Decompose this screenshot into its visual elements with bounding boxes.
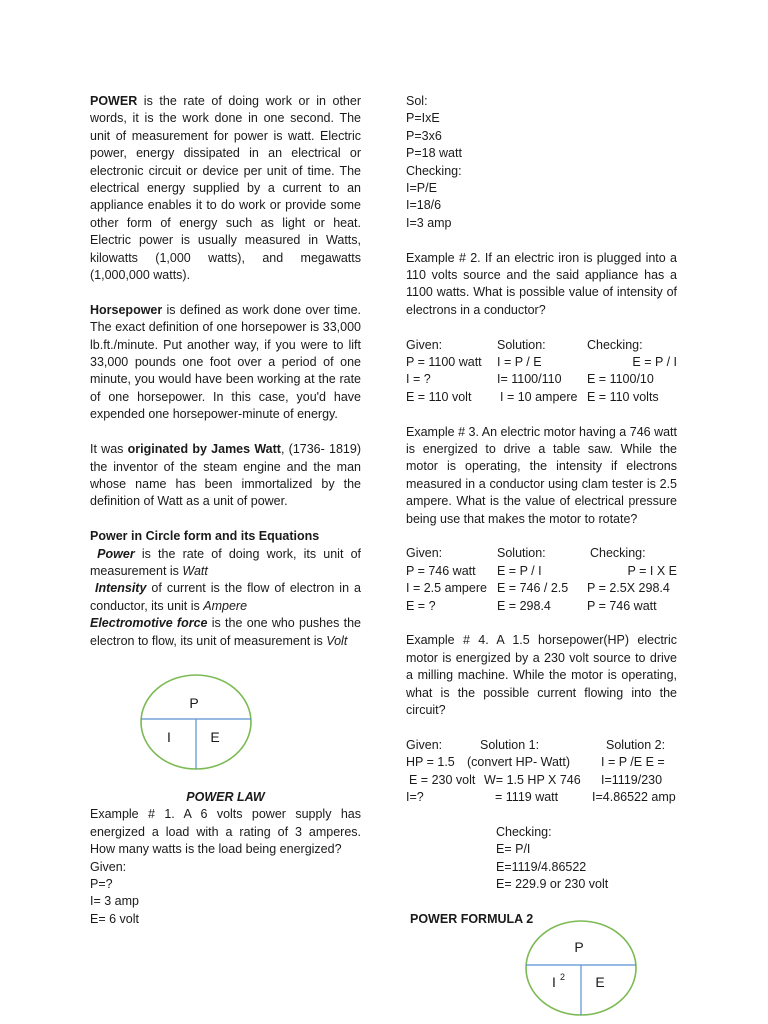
example4-table: Given: Solution 1: Solution 2: HP = 1.5 (convert HP- Watt) I = P /E E = E = 230 volt W= 1.5 HP X 746 I=1119/230 I=? = 1119 watt I=4.86522 amp — [406, 737, 676, 804]
example3-text: Example # 3. An electric motor having a 746 watt is energized to drive a table saw. While the motor is operating, the intensity if electrons measured in a conductor using clam tester is 2.5 ampere. What is the value of electrical pressure being use that makes the motor to rotate? — [406, 424, 677, 526]
circle2-label-p: P — [574, 939, 584, 955]
circle2-label-e: E — [595, 974, 605, 990]
left-column — [90, 93, 361, 650]
ex1-given-line: E= 6 volt — [90, 911, 139, 926]
checking-line: Checking: — [496, 824, 552, 839]
power-formula-2-title: POWER FORMULA 2 — [410, 912, 534, 926]
circle2-label-i: I — [552, 974, 556, 990]
right-column — [406, 93, 677, 893]
power-law-title: POWER LAW — [186, 790, 265, 804]
ex1-given-line: I= 3 amp — [90, 894, 139, 909]
sol-line: I=P/E — [406, 181, 437, 196]
checking-line: E=1119/4.86522 — [496, 859, 587, 874]
ex1-given-line: P=? — [90, 877, 113, 892]
power-formula-2-circle — [524, 918, 638, 1018]
example4-checking — [406, 824, 677, 894]
circle-label-i: I — [167, 729, 171, 745]
checking-line: E= P/I — [496, 842, 531, 857]
circle2-label-i-superscript: 2 — [560, 972, 566, 982]
ex1-given-line: Given: — [90, 859, 127, 874]
sol-line: P=18 watt — [406, 146, 462, 161]
power-law-block — [90, 789, 361, 928]
sol-line: P=3x6 — [406, 128, 442, 143]
example1-text: Example # 1. A 6 volts power supply has energized a load with a rating of 3 amperes. How many watts is the load being energized? — [90, 807, 361, 857]
example2-table: Given: Solution: Checking: P = 1100 watt I = P / E E = P / I I = ? I= 1100/110 E = 1100/10 E = 110 volt I = 10 ampere E = 110 volts — [406, 337, 677, 404]
circle-heading: Power in Circle form and its Equations — [90, 529, 320, 544]
example3-table: Given: Solution: Checking: P = 746 watt E = P / I P = I X E I = 2.5 ampere E = 746 / 2.5 P = 2.5X 298.4 E = ? E = 298.4 P = 746 watt — [406, 546, 677, 613]
checking-line: E= 229.9 or 230 volt — [496, 876, 609, 891]
power-paragraph: POWER is the rate of doing work or in other words, it is the work done in one second. The unit of measurement for power is watt. Electric power, energy dissipated in an electrical or electronic circuit or device per unit of time. The electrical energy supplied by a current to an appliance enables it to do work or provide some other form of energy such as light or heat. Electric power is usually measured in Watts, kilowatts (1,000 watts), and megawatts (1,000,000 watts). — [90, 94, 361, 283]
horsepower-term: Horsepower — [90, 302, 163, 317]
horsepower-paragraph: Horsepower is defined as work done over time. The exact definition of one horsepower is 33,000 lb.ft./minute. Put another way, if you were to lift 33,000 pounds one foot over a period of one minute, you would have been working at the rate of one horsepower. In this case, you'd have expended one horsepower-minute of energy. — [90, 302, 361, 422]
sol-line: Sol: — [406, 94, 428, 108]
example4-text: Example # 4. A 1.5 horsepower(HP) electric motor is energized by a 230 volt source to drive a milling machine. While the motor is operating, what is the possible current flowing into the circuit? — [406, 633, 677, 718]
james-watt-paragraph: It was originated by James Watt, (1736- 1819) the inventor of the steam engine and the man whose name has been immortalized by the definition of Watt as a unit of power. — [90, 442, 361, 509]
definition-power: Power is the rate of doing work, its unit of measurement is Watt — [90, 546, 361, 578]
sol-line: I=18/6 — [406, 198, 442, 213]
power-term: POWER — [90, 94, 138, 108]
example2-text: Example # 2. If an electric iron is plugged into a 110 volts source and the said appliance has a 1100 watts. What is possible value of intensity of electrons in a conductor? — [406, 250, 677, 317]
power-circle-diagram — [139, 672, 253, 772]
sol-line: Checking: — [406, 163, 462, 178]
circle-label-p: P — [189, 695, 199, 711]
circle-label-e: E — [210, 729, 220, 745]
definition-intensity: Intensity of current is the flow of electron in a conductor, its unit is Ampere — [90, 581, 361, 613]
sol-line: I=3 amp — [406, 215, 452, 230]
definition-emf: Electromotive force is the one who pushes the electron to flow, its unit of measurement is Volt — [90, 616, 361, 648]
sol-line: P=IxE — [406, 111, 440, 126]
